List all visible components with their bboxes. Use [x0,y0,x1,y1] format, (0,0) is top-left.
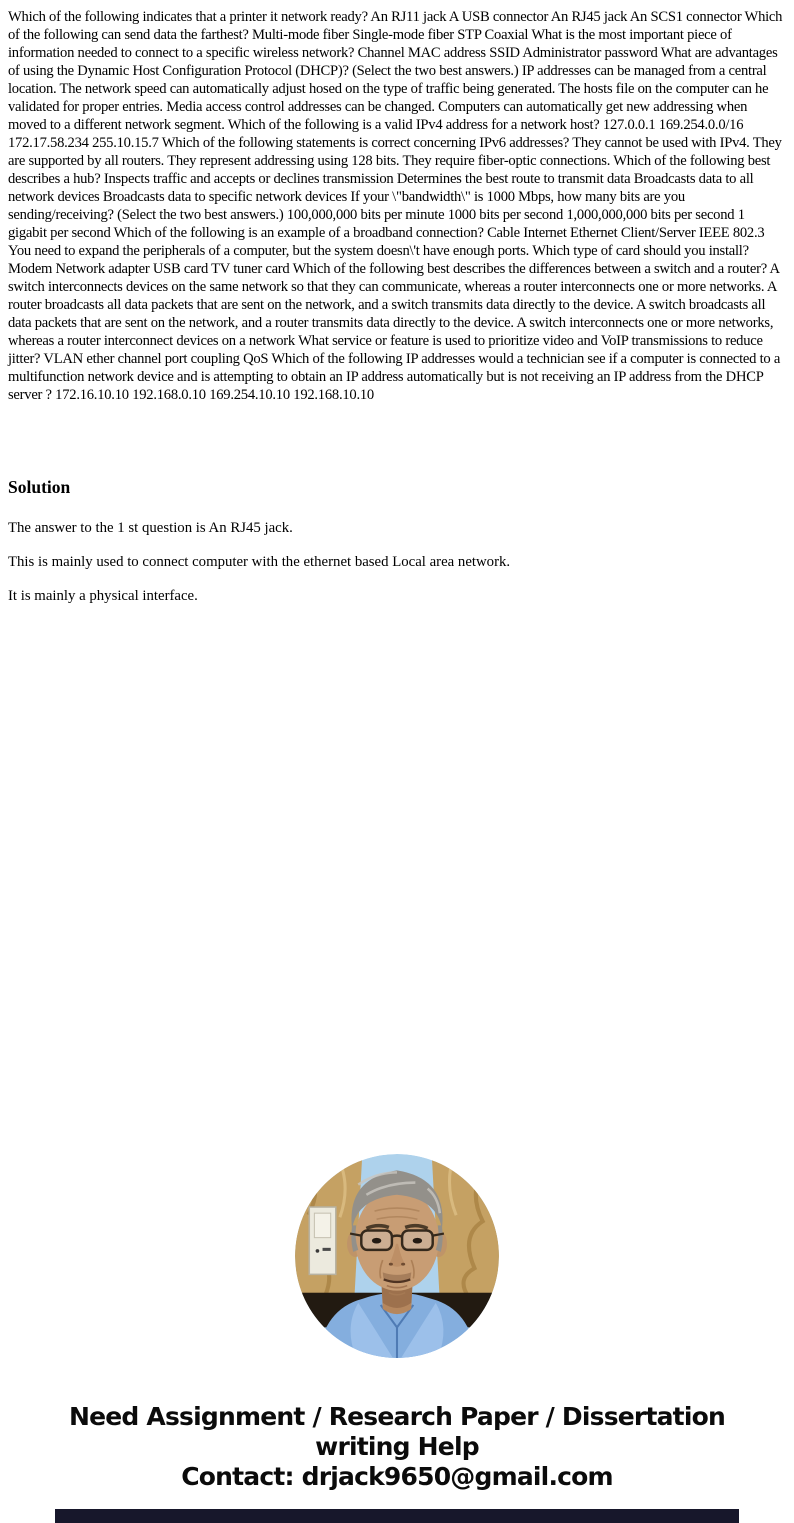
footer-bar [55,1509,739,1523]
solution-paragraph: The answer to the 1 st question is An RJ45 jack. [8,520,293,536]
tutor-avatar [295,1154,499,1358]
avatar-photo-illustration [295,1154,499,1358]
solution-heading: Solution [8,477,71,497]
solution-paragraph: It is mainly a physical interface. [8,588,198,604]
footer-help-text [0,1402,794,1492]
footer-line-2: writing Help [315,1432,479,1461]
footer-line-1: Need Assignment / Research Paper / Dissertation [69,1402,725,1431]
footer-contact-email: Contact: drjack9650@gmail.com [181,1462,613,1491]
solution-paragraph: This is mainly used to connect computer with the ethernet based Local area network. [8,554,511,570]
question-text: Which of the following indicates that a printer it network ready? An RJ11 jack A USB connector An RJ45 jack An SCS1 connector Which of the following can send data the farthest? Multi-mode fiber Single-mode fiber STP Coaxial What is the most important piece of information needed to connect to a specific wireless network? Channel MAC address SSID Administrator password What are advantages of using the Dynamic Host Configuration Protocol (DHCP)? (Select the two best answers.) IP addresses can be managed from a central location. The network speed can automatically adjust hosed on the type of traffic being generated. The hosts file on the computer can he validated for proper entries. Media access control addresses can be changed. Computers can automatically get new addressing when moved to a different network segment. Which of the following is a valid IPv4 address for a network host? 127.0.0.1 169.254.0.0/16 172.17.58.234 255.10.15.7 Which of the following statements is correct concerning IPv6 addresses? They cannot be used with IPv4. They are supported by all routers. They represent addressing using 128 bits. They require fiber-optic connections. Which of the following best describes a hub? Inspects traffic and accepts or declines transmission Determines the best route to transmit data Broadcasts data to all network devices Broadcasts data to specific network devices If your \"bandwidth\" is 1000 Mbps, how many bits are you sending/receiving? (Select the two best answers.) 100,000,000 bits per minute 1000 bits per second 1,000,000,000 bits per second 1 gigabit per second Which of the following is an example of a broadband connection? Cable Internet Ethernet Client/Server IEEE 802.3 You need to expand the peripherals of a computer, but the system doesn\'t have enough ports. Which type of card should you install? Modem Network adapter USB card TV tuner card Which of the following best describes the differences between a switch and a router? A switch interconnects devices on the same network so that they can communicate, whereas a router interconnects one or more networks. A router broadcasts all data packets that are sent on the network, and a switch transmits data directly to the device. A switch broadcasts all data packets that are sent on the network, and a router transmits data directly to the device. A switch interconnects one or more networks, whereas a router interconnect devices on a network What service or feature is used to prioritize video and VoIP transmissions to reduce jitter? VLAN ether channel port coupling QoS Which of the following IP addresses would a technician see if a computer is connected to a multifunction network device and is attempting to obtain an IP address automatically but is not receiving an IP address from the DHCP server ? 172.16.10.10 192.168.0.10 169.254.10.10 192.168.10.10 [8,9,783,403]
solution-section [8,477,786,605]
